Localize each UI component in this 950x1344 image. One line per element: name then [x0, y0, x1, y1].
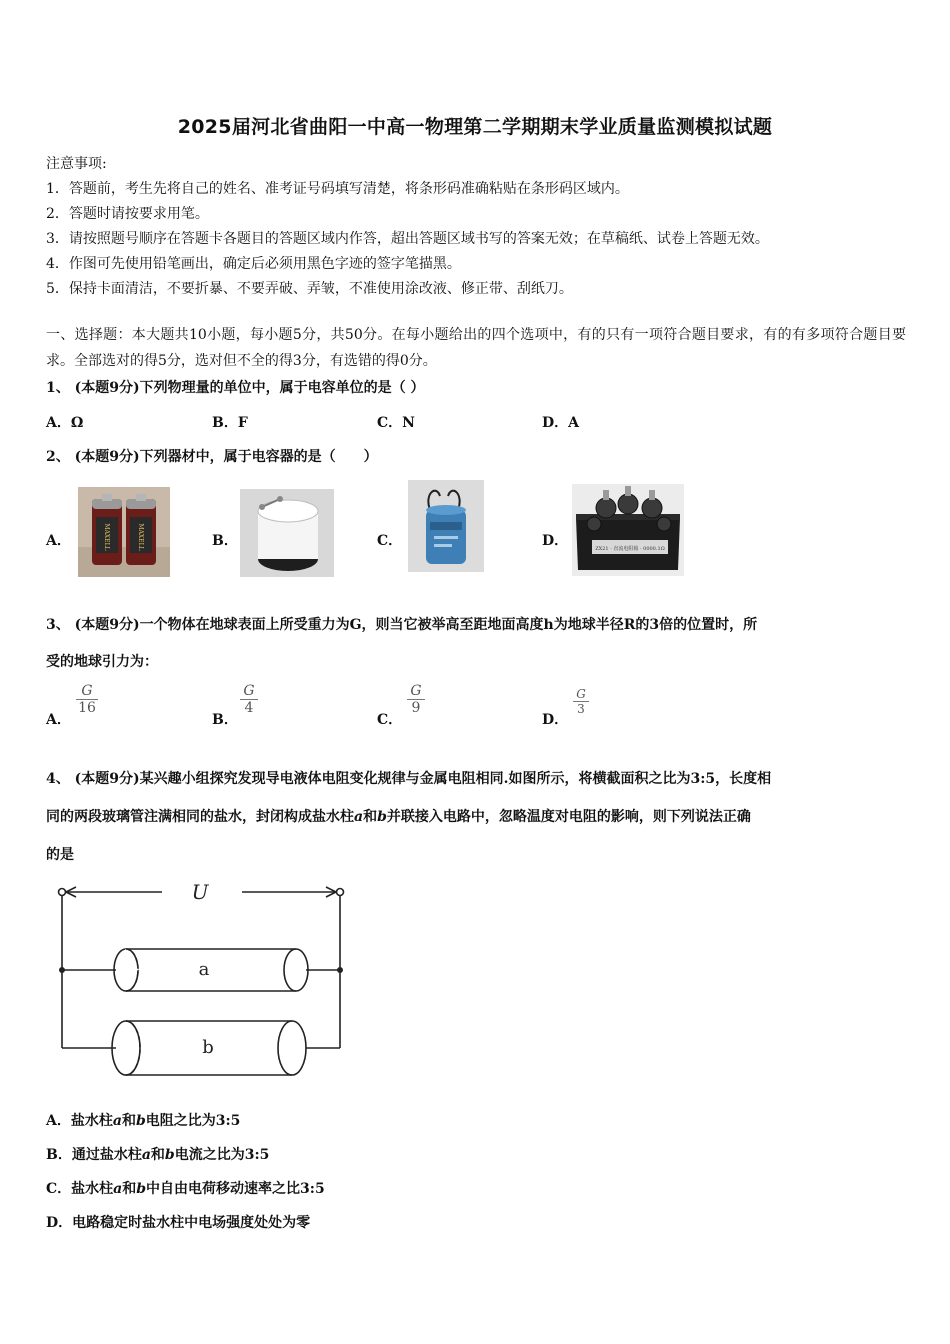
note-item: 3．请按照题号顺序在答题卡各题目的答题区域内作答，超出答题区域书写的答案无效；在草稿纸、试卷上答题无效。	[46, 231, 769, 247]
q3-option-d-fraction: $\frac{G}{3}$	[573, 687, 589, 716]
question-2-stem: 2、 (本题9分)下列器材中，属于电容器的是（ ）	[46, 449, 378, 465]
question-1-stem: 1、 (本题9分)下列物理量的单位中，属于电容单位的是（ ）	[46, 380, 425, 396]
batteries-image	[78, 487, 170, 577]
tube-a-label: a	[198, 959, 210, 980]
circuit-diagram	[52, 875, 352, 1085]
question-3-stem-line1: 3、 (本题9分)一个物体在地球表面上所受重力为G，则当它被举高至距地面高度h为地球半径R的3倍的位置时，所	[46, 617, 758, 633]
q4-option-d: D．电路稳定时盐水柱中电场强度处处为零	[46, 1215, 311, 1231]
q2-option-a: A．	[46, 533, 71, 549]
q2-option-b: B．	[212, 533, 238, 549]
q4-option-b: B．通过盐水柱a和b电流之比为3:5	[46, 1147, 270, 1163]
q2-option-c: C．	[377, 533, 403, 549]
question-3-stem-line2: 受的地球引力为：	[46, 654, 158, 670]
q2-option-d: D．	[542, 533, 569, 549]
note-item: 5．保持卡面清洁，不要折暴、不要弄破、弄皱，不准使用涂改液、修正带、刮纸刀。	[46, 281, 573, 297]
question-4-stem-line1: 4、 (本题9分)某兴趣小组探究发现导电液体电阻变化规律与金属电阻相同.如图所示，将横截面积之比为3:5，长度相	[46, 771, 772, 787]
q3-option-d: D．	[542, 712, 569, 728]
question-4-stem-line3: 的是	[46, 847, 74, 863]
question-4-stem-line2: 同的两段玻璃管注满相同的盐水，封闭构成盐水柱a和b并联接入电路中，忽略温度对电阻的影响，则下列说法正确	[46, 809, 751, 825]
box-label: ZX21 · 直流电阻箱 · 0000.1Ω	[595, 546, 665, 552]
q3-option-b: B．	[212, 712, 238, 728]
q1-option-b: B．F	[212, 415, 248, 431]
battery-label-1: MAXELL	[103, 523, 110, 551]
voltage-label: U	[191, 880, 209, 904]
note-item: 4．作图可先使用铅笔画出，确定后必须用黑色字迹的签字笔描黑。	[46, 256, 461, 272]
notes-heading: 注意事项:	[46, 156, 107, 172]
battery-label-2: MAXELL	[137, 523, 144, 551]
q3-option-b-fraction: $\frac{G}{4}$	[240, 683, 258, 716]
q1-option-c: C．N	[377, 415, 415, 431]
section-intro: 一、选择题：本大题共10小题，每小题5分，共50分。在每小题给出的四个选项中，有的只有一项符合题目要求，有的有多项符合题目要求。全部选对的得5分，选对但不全的得3分，有选错的得0分。	[46, 327, 906, 369]
q1-option-d: D．A	[542, 415, 580, 431]
note-item: 1．答题前，考生先将自己的姓名、准考证号码填写清楚，将条形码准确粘贴在条形码区域内。	[46, 181, 629, 197]
cylinder-device-image	[240, 489, 334, 577]
q4-option-a: A．盐水柱a和b电阻之比为3:5	[46, 1113, 241, 1129]
q3-option-a-fraction: $\frac{G}{16}$	[76, 683, 98, 716]
resistance-box-image	[572, 484, 684, 576]
capacitor-image	[408, 480, 484, 572]
q3-option-a: A．	[46, 712, 71, 728]
q4-option-c: C．盐水柱a和b中自由电荷移动速率之比3:5	[46, 1181, 325, 1197]
note-item: 2．答题时请按要求用笔。	[46, 206, 209, 222]
q3-option-c-fraction: $\frac{G}{9}$	[407, 683, 425, 716]
tube-b-label: b	[202, 1037, 214, 1058]
page-title: 2025届河北省曲阳一中高一物理第二学期期末学业质量监测模拟试题	[177, 116, 773, 138]
q3-option-c: C．	[377, 712, 403, 728]
q1-option-a: A．Ω	[46, 415, 84, 431]
